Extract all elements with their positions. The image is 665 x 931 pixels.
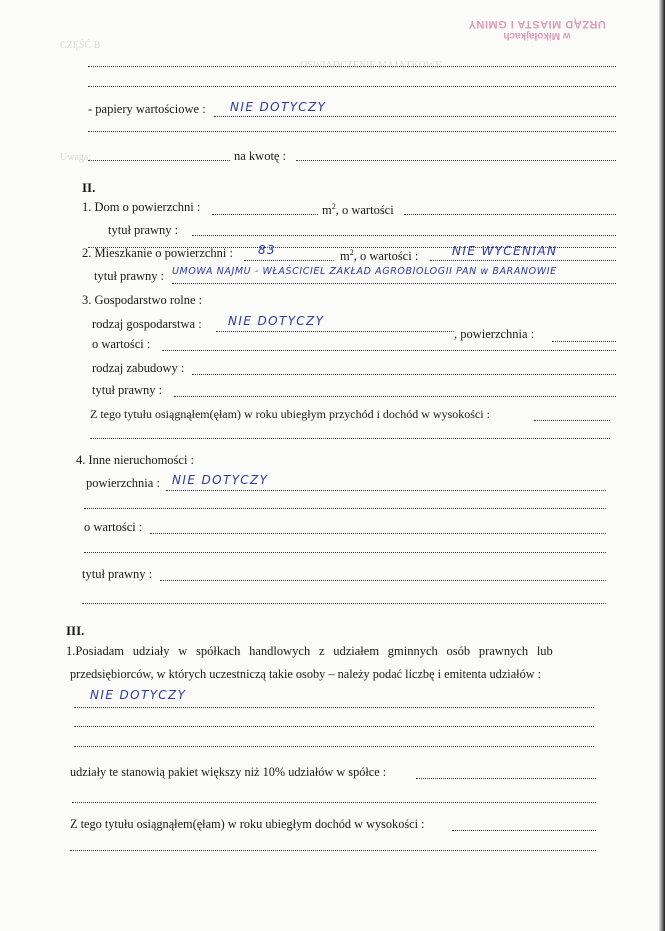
udzialy-dochod-line bbox=[452, 830, 596, 831]
gospodarstwo-zabudowa-line bbox=[192, 374, 616, 375]
stamp-line-2: w Mikołajkach bbox=[503, 30, 571, 41]
mieszkanie-value-label: , o wartości : bbox=[353, 249, 419, 264]
mieszkanie-unit-text: m bbox=[340, 249, 350, 264]
section-heading: III. bbox=[66, 623, 85, 638]
na-kwote-label: na kwotę : bbox=[234, 149, 287, 163]
gospodarstwo-zabudowa-label: rodzaj zabudowy : bbox=[92, 361, 185, 375]
gospodarstwo-wartosc-label: o wartości : bbox=[92, 337, 151, 351]
gospodarstwo-tytul-label: tytuł prawny : bbox=[92, 383, 163, 397]
gospodarstwo-wartosc-line bbox=[162, 350, 616, 351]
scan-edge bbox=[659, 0, 665, 931]
mieszkanie-tytul-value: UMOWA NAJMU - WŁAŚCICIEL ZAKŁAD AGROBIOLOGII PAN w BARANOWIE bbox=[172, 266, 557, 277]
inne-wartosc-label: o wartości : bbox=[84, 520, 143, 534]
blank-line bbox=[90, 438, 610, 439]
dom-unit-text: m bbox=[322, 203, 332, 218]
bleed-through-czesc: CZĘŚĆ B bbox=[60, 40, 101, 51]
dom-label: 1. Dom o powierzchni : bbox=[82, 200, 201, 214]
udzialy-value-line bbox=[74, 707, 594, 708]
mieszkanie-tytul-line bbox=[172, 283, 616, 284]
blank-line bbox=[88, 66, 616, 67]
inne-powierzchnia-value: NIE DOTYCZY bbox=[172, 473, 269, 487]
udzialy-line-1: 1.Posiadam udziały w spółkach handlowych z udziałem gminnych osób prawnych lub bbox=[66, 644, 553, 658]
dom-unit bbox=[322, 199, 394, 218]
gospodarstwo-dochod-label: Z tego tytułu osiągnąłem(ęłam) w roku ubiegłym przychód i dochód w wysokości : bbox=[90, 407, 490, 421]
dom-unit-sup: 2 bbox=[331, 202, 336, 211]
bleed-through-uwaga: Uwaga: bbox=[60, 152, 92, 163]
blank-line bbox=[74, 726, 594, 727]
blank-line bbox=[70, 850, 596, 851]
gospodarstwo-powierzchnia-line bbox=[552, 341, 616, 342]
inne-wartosc-line bbox=[150, 533, 606, 534]
blank-line bbox=[84, 508, 606, 509]
papiery-label: - papiery wartościowe : bbox=[88, 102, 206, 116]
inne-powierzchnia-label: powierzchnia : bbox=[86, 476, 160, 490]
blank-line bbox=[74, 746, 594, 747]
blank-line bbox=[88, 86, 616, 87]
mieszkanie-value: NIE WYCENIAN bbox=[452, 244, 558, 258]
dom-value-line bbox=[404, 214, 616, 215]
dom-value-label: , o wartości bbox=[335, 203, 394, 218]
gospodarstwo-rodzaj-value: NIE DOTYCZY bbox=[228, 314, 325, 328]
section-heading: II. bbox=[82, 180, 96, 195]
blank-line bbox=[88, 131, 616, 132]
blank-line bbox=[82, 603, 606, 604]
papiery-value: NIE DOTYCZY bbox=[230, 100, 327, 114]
dom-tytul-line bbox=[192, 235, 616, 236]
inne-label: 4. Inne nieruchomości : bbox=[76, 453, 195, 467]
gospodarstwo-rodzaj-line bbox=[216, 331, 454, 332]
mieszkanie-area-value: 83 bbox=[258, 243, 277, 257]
blank-line bbox=[84, 552, 606, 553]
office-stamp bbox=[452, 18, 622, 58]
na-kwote-prefix-line bbox=[88, 160, 230, 161]
dom-tytul-label: tytuł prawny : bbox=[108, 223, 179, 237]
pakiet-label: udziały te stanowią pakiet większy niż 10% udziałów w spółce : bbox=[70, 765, 387, 779]
mieszkanie-tytul-label: tytuł prawny : bbox=[94, 269, 165, 283]
bleed-through-heading: OŚWIADCZENIE MAJĄTKOWE bbox=[300, 60, 442, 71]
dom-area-line bbox=[212, 214, 318, 215]
gospodarstwo-rodzaj-label: rodzaj gospodarstwa : bbox=[92, 317, 202, 331]
udzialy-dochod-label: Z tego tytułu osiągnąłem(ęłam) w roku ubiegłym dochód w wysokości : bbox=[70, 817, 425, 831]
papiery-line bbox=[214, 116, 616, 117]
udzialy-line-2: przedsiębiorców, w których uczestniczą takie osoby – należy podać liczbę i emitenta udziałów : bbox=[70, 667, 542, 681]
udzialy-value: NIE DOTYCZY bbox=[90, 688, 187, 702]
inne-tytul-line bbox=[160, 580, 606, 581]
pakiet-line bbox=[416, 778, 596, 779]
na-kwote-line bbox=[296, 160, 616, 161]
gospodarstwo-label: 3. Gospodarstwo rolne : bbox=[82, 293, 203, 307]
mieszkanie-value-line bbox=[430, 260, 616, 261]
mieszkanie-unit bbox=[340, 245, 418, 264]
blank-line bbox=[72, 802, 596, 803]
mieszkanie-label: 2. Mieszkanie o powierzchni : bbox=[82, 246, 233, 260]
gospodarstwo-powierzchnia-label: , powierzchnia : bbox=[454, 327, 535, 341]
gospodarstwo-tytul-line bbox=[174, 396, 616, 397]
inne-tytul-label: tytuł prawny : bbox=[82, 567, 153, 581]
stamp-line-1: URZĄD MIASTA I GMINY bbox=[468, 18, 606, 30]
mieszkanie-unit-sup: 2 bbox=[349, 248, 354, 257]
gospodarstwo-dochod-line bbox=[534, 420, 610, 421]
inne-powierzchnia-line bbox=[166, 490, 606, 491]
mieszkanie-area-line bbox=[244, 260, 334, 261]
